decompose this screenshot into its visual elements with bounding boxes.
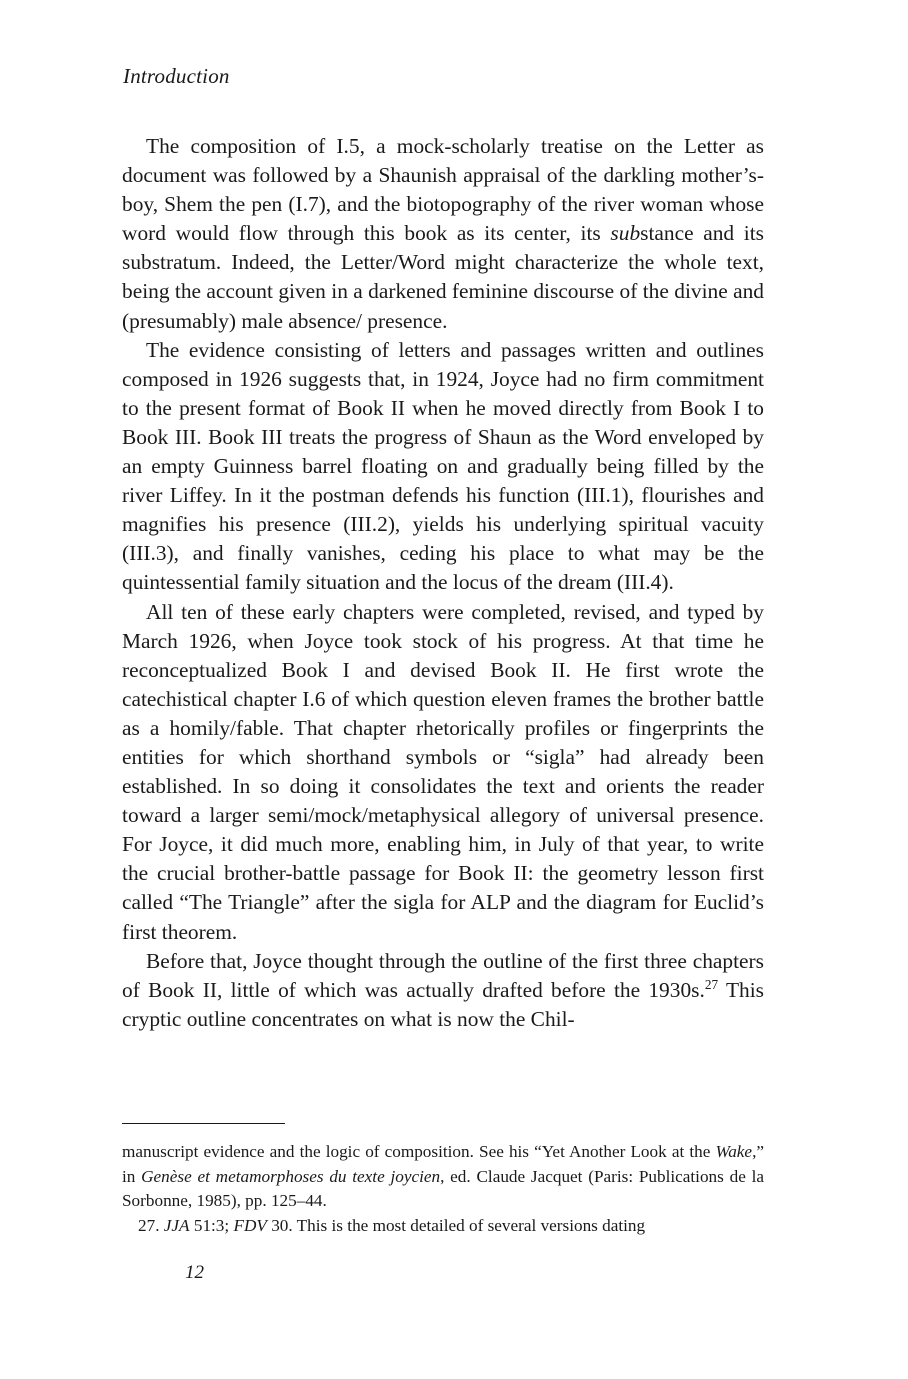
paragraph-4-text-a: Before that, Joyce thought through the outline of the first three chapters of Book II, little of which was actually drafted before the 1930s. [122, 948, 764, 1002]
footnote-27-number: 27. [138, 1215, 164, 1235]
footnote-26-text-e: , ed. Claude Jacquet (Paris: Publications de la Sorbonne, 1985), pp. 125–44. [122, 1166, 764, 1210]
footnote-26-continued [122, 1140, 764, 1214]
running-head: Introduction [123, 64, 230, 88]
footnote-26-text-c: ,” in [122, 1142, 764, 1186]
body-text [122, 132, 764, 1034]
paragraph-1-text-a: The composition of I.5, a mock-scholarly treatise on the Letter as document was followed by a Shaunish appraisal of the darkling mother’s-boy, Shem the pen (I.7), and the biotopography of the river woman whose word would flow through this book as its center, its [122, 134, 764, 246]
footnotes [122, 1140, 764, 1238]
paragraph-1 [122, 132, 764, 336]
footnote-27 [122, 1214, 764, 1239]
footnote-27-text-d: 30. This is the most detailed of several versions dating [266, 1215, 646, 1235]
page-number: 12 [185, 1262, 204, 1283]
paragraph-3: All ten of these early chapters were completed, revised, and typed by March 1926, when Joyce took stock of his progress. At that time he reconceptualized Book I and devised Book II. He first wrote the catechistical chapter I.6 of which question eleven frames the brother battle as a homily/fable. That chapter rhetorically profiles or fingerprints the entities for which shorthand symbols or “sigla” had already been established. In so doing it consolidates the text and orients the reader toward a larger semi/mock/metaphysical allegory of universal presence. For Joyce, it did much more, enabling him, in July of that year, to write the crucial brother-battle passage for Book II: the geometry lesson first called “The Triangle” after the sigla for ALP and the diagram for Euclid’s first theorem. [122, 599, 764, 944]
footnote-reference-27: 27 [704, 976, 719, 992]
footnote-27-italic-a: JJA [163, 1215, 190, 1235]
footnote-26-italic-b: Wake [715, 1142, 753, 1161]
paragraph-4 [122, 947, 764, 1034]
footnote-27-text-b: 51:3; [189, 1215, 234, 1235]
footnote-26-italic-d: Genèse et metamorphoses du texte joycien [141, 1166, 441, 1186]
footnote-27-italic-c: FDV [233, 1215, 267, 1235]
footnote-rule [122, 1123, 285, 1124]
paragraph-1-italic: sub [610, 221, 641, 246]
footnote-26-text-a: manuscript evidence and the logic of composition. See his “Yet Another Look at the [122, 1142, 716, 1161]
paragraph-1-text-c: stance and its substratum. Indeed, the Letter/Word might characterize the whole text, being the account given in a darkened feminine discourse of the divine and (presumably) male absence/ presence. [122, 221, 764, 333]
paragraph-4-text-b: This cryptic outline concentrates on what is now the Chil- [122, 977, 764, 1031]
paragraph-2: The evidence consisting of letters and passages written and outlines composed in 1926 suggests that, in 1924, Joyce had no firm commitment to the present format of Book II when he moved directly from Book I to Book III. Book III treats the progress of Shaun as the Word enveloped by an empty Guinness barrel floating on and gradually being filled by the river Liffey. In it the postman defends his function (III.1), flourishes and magnifies his presence (III.2), yields his underlying spiritual vacuity (III.3), and finally vanishes, ceding his place to what may be the quintessential family situation and the locus of the dream (III.4). [122, 337, 764, 595]
